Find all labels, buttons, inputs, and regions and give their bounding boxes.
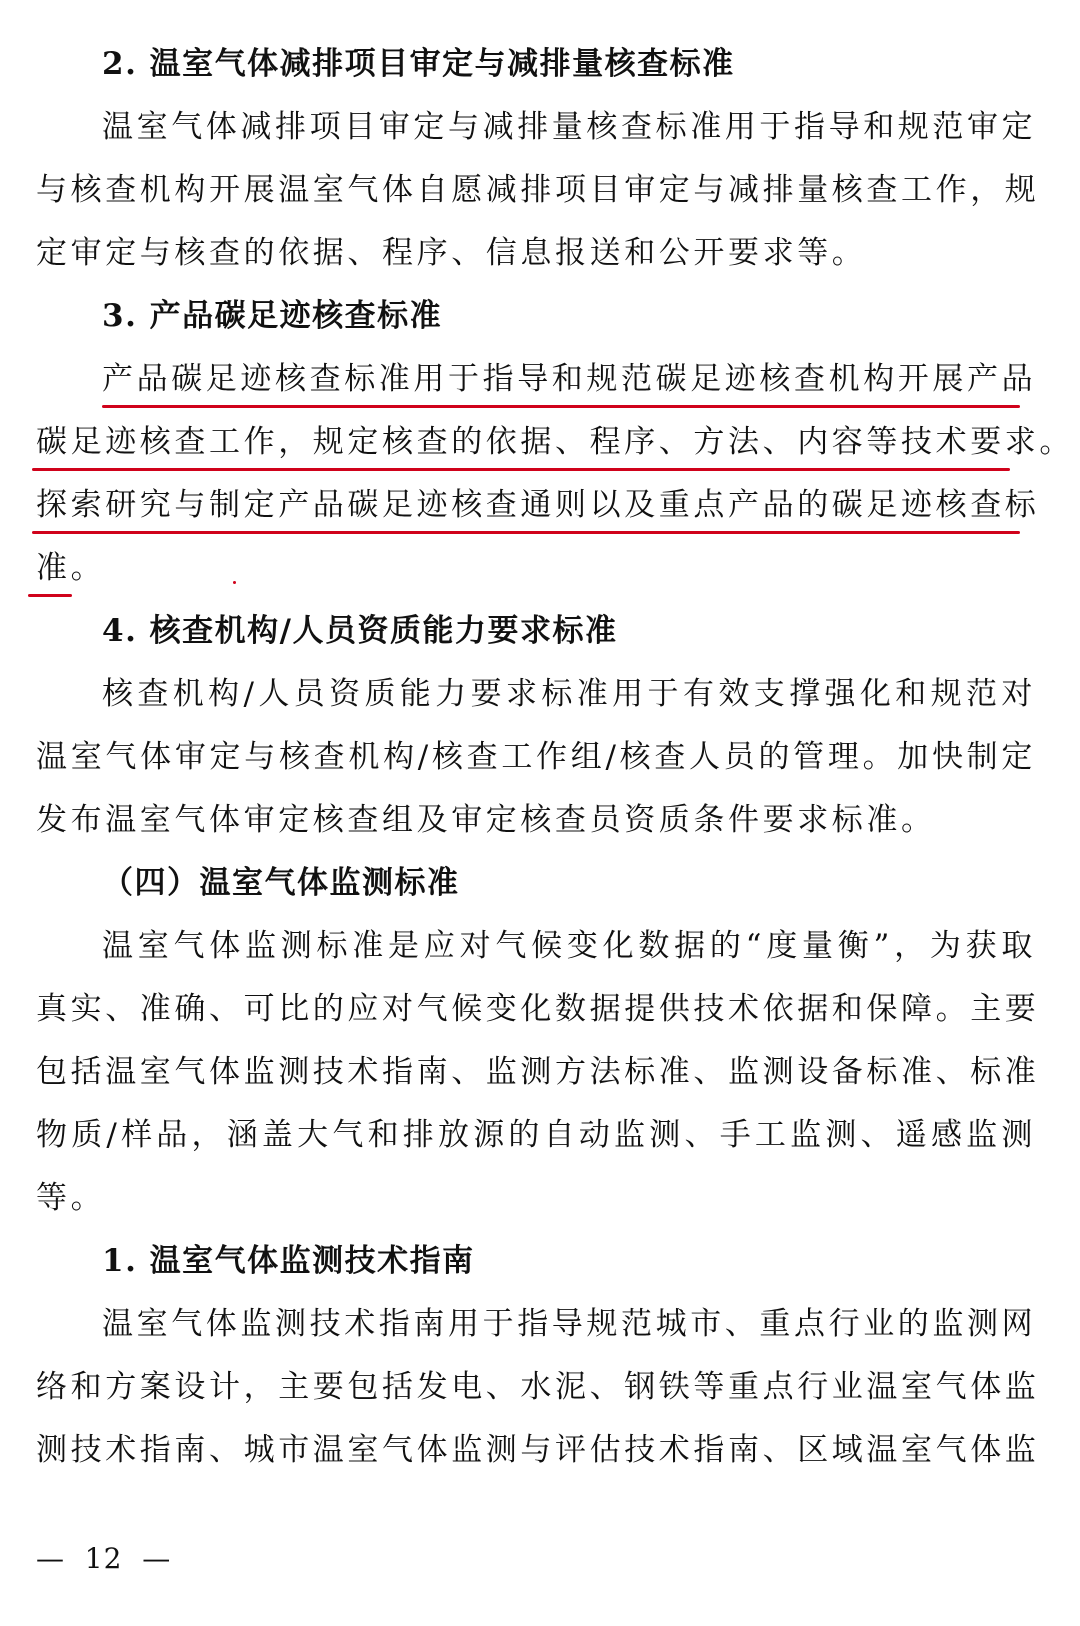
- section-heading: 3. 产品碳足迹核查标准: [102, 298, 443, 334]
- paragraph-line: 温室气体监测标准是应对气候变化数据的“度量衡”，为获取: [102, 928, 1036, 964]
- paragraph-line: 发布温室气体审定核查组及审定核查员资质条件要求标准。: [36, 802, 936, 838]
- section-heading: 4. 核查机构/人员资质能力要求标准: [102, 613, 618, 649]
- paragraph-line: 探索研究与制定产品碳足迹核查通则以及重点产品的碳足迹核查标: [36, 487, 1040, 523]
- paragraph-line: 物质/样品，涵盖大气和排放源的自动监测、手工监测、遥感监测: [36, 1117, 1036, 1153]
- section-heading: （四）温室气体监测标准: [102, 865, 460, 901]
- red-underline: [32, 531, 1020, 534]
- paragraph-line: 准。: [36, 550, 106, 586]
- paragraph-line: 络和方案设计，主要包括发电、水泥、钢铁等重点行业温室气体监: [36, 1369, 1040, 1405]
- paragraph-line: 产品碳足迹核查标准用于指导和规范碳足迹核查机构开展产品: [102, 361, 1037, 397]
- paragraph-line: 真实、准确、可比的应对气候变化数据提供技术依据和保障。主要: [36, 991, 1040, 1027]
- paragraph-line: 定审定与核查的依据、程序、信息报送和公开要求等。: [36, 235, 867, 271]
- paragraph-line: 温室气体监测技术指南用于指导规范城市、重点行业的监测网: [102, 1306, 1037, 1342]
- paragraph-line: 核查机构/人员资质能力要求标准用于有效支撑强化和规范对: [102, 676, 1036, 712]
- red-underline: [28, 594, 72, 597]
- section-heading: 1. 温室气体监测技术指南: [102, 1243, 475, 1279]
- section-heading: 2. 温室气体减排项目审定与减排量核查标准: [102, 46, 735, 82]
- red-underline: [32, 468, 1010, 471]
- paragraph-line: 包括温室气体监测技术指南、监测方法标准、监测设备标准、标准: [36, 1054, 1040, 1090]
- page-number: — 12 —: [36, 1542, 172, 1575]
- paragraph-line: 测技术指南、城市温室气体监测与评估技术指南、区域温室气体监: [36, 1432, 1040, 1468]
- paragraph-line: 与核查机构开展温室气体自愿减排项目审定与减排量核查工作，规: [36, 172, 1040, 208]
- red-mark: [233, 581, 236, 584]
- paragraph-line: 温室气体审定与核查机构/核查工作组/核查人员的管理。加快制定: [36, 739, 1036, 775]
- paragraph-line: 等。: [36, 1180, 106, 1216]
- paragraph-line: 温室气体减排项目审定与减排量核查标准用于指导和规范审定: [102, 109, 1037, 145]
- red-underline: [102, 405, 1020, 408]
- paragraph-line: 碳足迹核查工作，规定核查的依据、程序、方法、内容等技术要求。: [36, 424, 1074, 460]
